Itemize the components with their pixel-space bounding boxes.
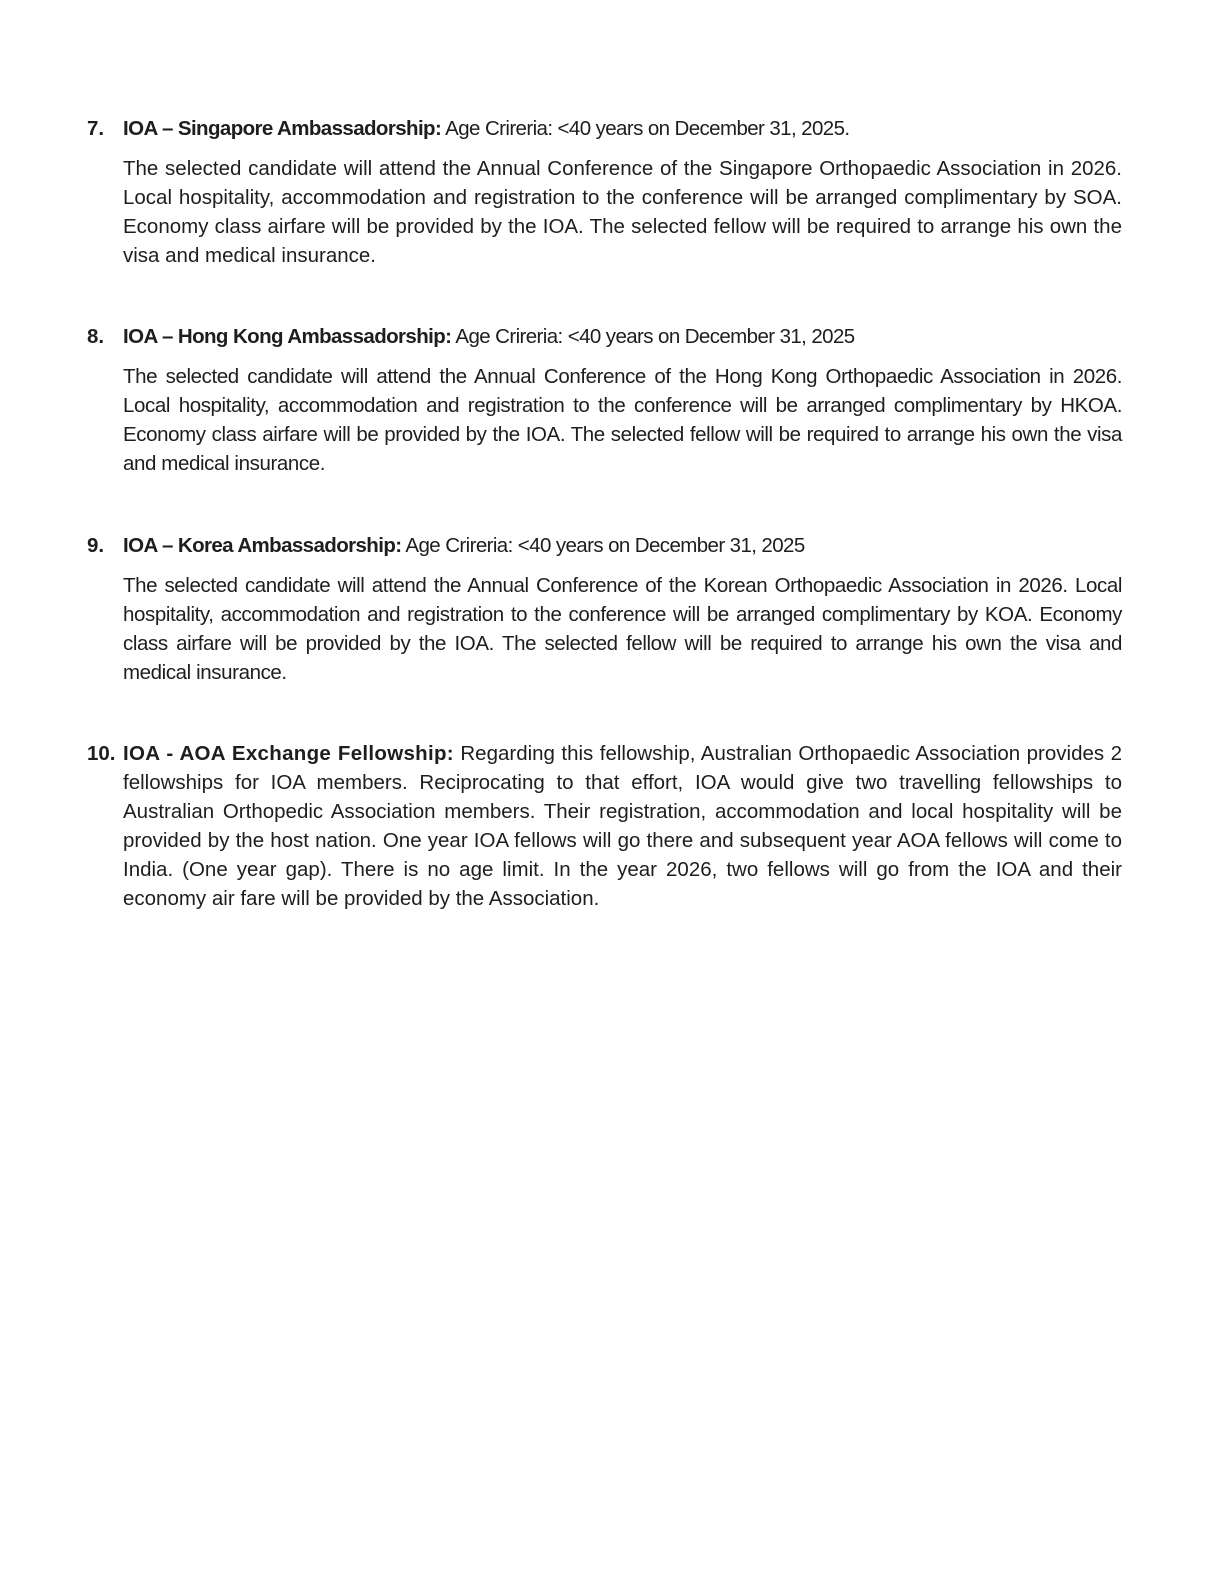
item-title: IOA – Hong Kong Ambassadorship: — [123, 325, 452, 348]
age-criteria: Age Crireria: <40 years on December 31, 2025 — [401, 534, 805, 557]
item-body-text: Regarding this fellowship, Australian Orthopaedic Association provides 2 fellowships for IOA members. Reciprocating to that effort, IOA would give two travelling fellowships to Australian Orthopedic Association members. Their registration, accommodation and local hospitality will be provided by the host nation. One year IOA fellows will go there and subsequent year AOA fellows will come to India. (One year gap). There is no age limit. In the year 2026, two fellows will go from the IOA and their economy air fare will be provided by the Association. — [123, 742, 1122, 910]
item-body: The selected candidate will attend the Annual Conference of the Singapore Orthopaedic Association in 2026. Local hospitality, accommodation and registration to the conference will be arranged complimentary by SOA. Economy class airfare will be provided by the IOA. The selected fellow will be required to arrange his own the visa and medical insurance. — [123, 157, 1122, 267]
item-body: The selected candidate will attend the Annual Conference of the Korean Orthopaedic Association in 2026. Local hospitality, accommodation and registration to the conference will be arranged complimentary by KOA. Economy class airfare will be provided by the IOA. The selected fellow will be required to arrange his own the visa and medical insurance. — [123, 574, 1122, 684]
item-body: The selected candidate will attend the Annual Conference of the Hong Kong Orthopaedic Association in 2026. Local hospitality, accommodation and registration to the conference will be arranged complimentary by HKOA. Economy class airfare will be provided by the IOA. The selected fellow will be required to arrange his own the visa and medical insurance. — [123, 365, 1122, 475]
item-heading — [87, 114, 1122, 143]
item-heading — [87, 531, 1122, 560]
list-item-singapore-ambassadorship — [87, 114, 1122, 267]
list-item-hong-kong-ambassadorship — [87, 322, 1122, 475]
item-title: IOA – Singapore Ambassadorship: — [123, 117, 442, 140]
item-heading-text — [123, 531, 805, 560]
item-number: 8. — [87, 325, 105, 348]
age-criteria: Age Crireria: <40 years on December 31, 2025. — [441, 117, 850, 140]
item-heading-text — [123, 322, 855, 351]
list-item-aoa-exchange-fellowship — [87, 739, 1122, 910]
item-number: 7. — [87, 117, 105, 140]
item-body — [123, 739, 1122, 913]
item-title: IOA – Korea Ambassadorship: — [123, 534, 402, 557]
item-heading-text — [123, 114, 849, 143]
item-heading — [87, 322, 1122, 351]
item-number: 9. — [87, 534, 105, 557]
list-item-korea-ambassadorship — [87, 531, 1122, 684]
item-title: IOA - AOA Exchange Fellowship: — [123, 742, 454, 765]
item-number: 10. — [87, 742, 116, 765]
age-criteria: Age Crireria: <40 years on December 31, 2025 — [451, 325, 855, 348]
